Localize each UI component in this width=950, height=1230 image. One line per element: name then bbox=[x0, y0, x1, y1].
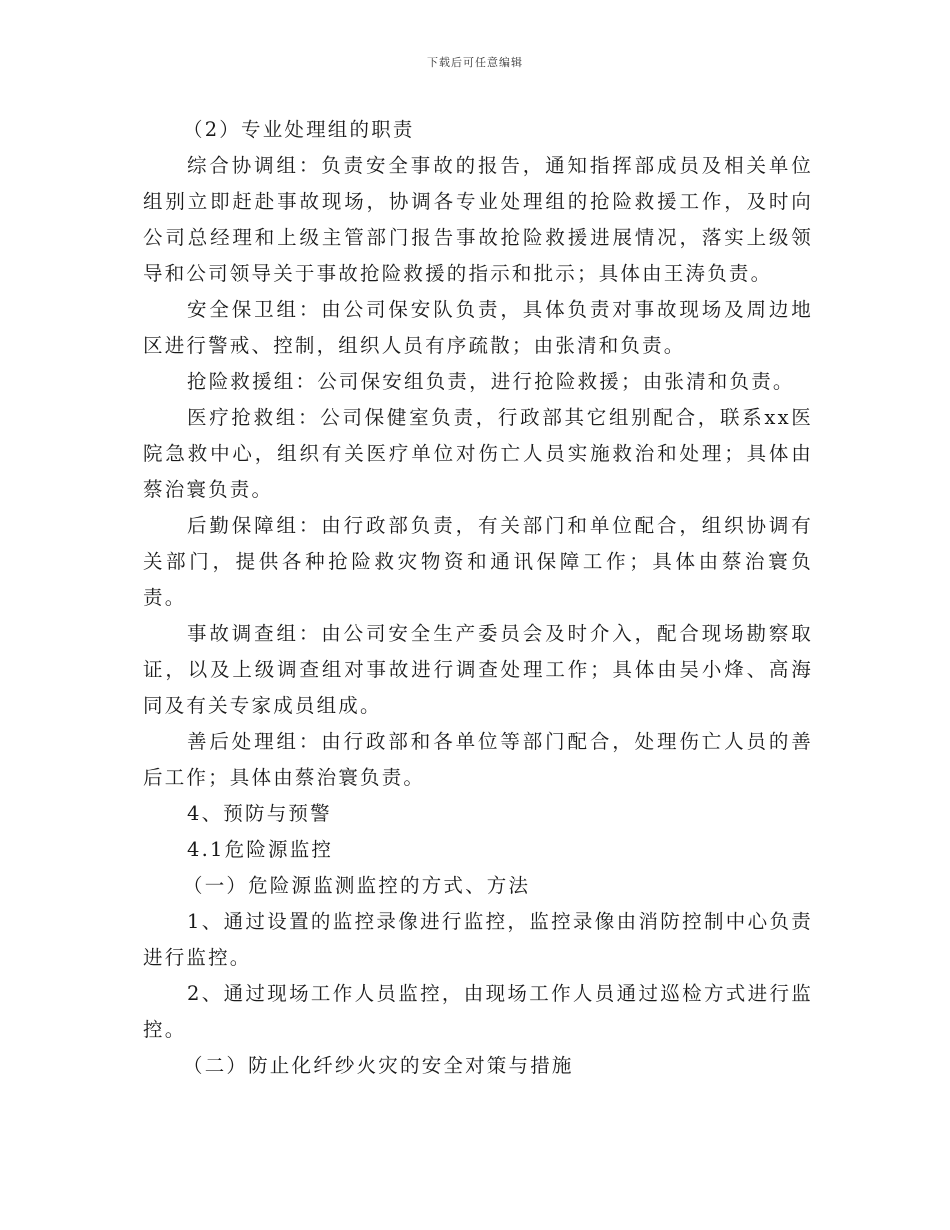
paragraph-medical-group: 医疗抢救组：公司保健室负责，行政部其它组别配合，联系xx医院急救中心，组织有关医疗单位对伤亡人员实施救治和处理；具体由蔡治寰负责。 bbox=[143, 406, 813, 501]
list-item-onsite-monitoring: 2、通过现场工作人员监控，由现场工作人员通过巡检方式进行监控。 bbox=[143, 982, 813, 1041]
subheading-monitoring-methods: （一）危险源监测监控的方式、方法 bbox=[183, 874, 531, 897]
page-header-note: 下载后可任意编辑 bbox=[427, 56, 523, 69]
list-item-video-monitoring: 1、通过设置的监控录像进行监控，监控录像由消防控制中心负责进行监控。 bbox=[143, 910, 813, 969]
section-heading-duties: （2）专业处理组的职责 bbox=[183, 118, 415, 141]
paragraph-investigation-group: 事故调查组：由公司安全生产委员会及时介入，配合现场勘察取证，以及上级调查组对事故进行调查处理工作；具体由吴小烽、高海同及有关专家成员组成。 bbox=[143, 622, 813, 717]
section-heading-prevention: 4、预防与预警 bbox=[187, 802, 332, 825]
paragraph-aftermath-group: 善后处理组：由行政部和各单位等部门配合，处理伤亡人员的善后工作；具体由蔡治寰负责。 bbox=[143, 730, 813, 789]
paragraph-security-group: 安全保卫组：由公司保安队负责，具体负责对事故现场及周边地区进行警戒、控制，组织人员有序疏散；由张清和负责。 bbox=[143, 298, 813, 357]
subsection-heading-hazard-monitoring: 4.1危险源监控 bbox=[187, 838, 334, 861]
paragraph-logistics-group: 后勤保障组：由行政部负责，有关部门和单位配合，组织协调有关部门，提供各种抢险救灾物资和通讯保障工作；具体由蔡治寰负责。 bbox=[143, 514, 813, 609]
paragraph-coordination-group: 综合协调组：负责安全事故的报告，通知指挥部成员及相关单位组别立即赶赴事故现场，协调各专业处理组的抢险救援工作，及时向公司总经理和上级主管部门报告事故抢险救援进展情况，落实上级领导和公司领导关于事故抢险救援的指示和批示；具体由王涛负责。 bbox=[143, 154, 813, 285]
paragraph-rescue-group: 抢险救援组：公司保安组负责，进行抢险救援；由张清和负责。 bbox=[187, 370, 795, 393]
document-body bbox=[143, 112, 813, 1084]
subheading-fire-safety-measures: （二）防止化纤纱火灾的安全对策与措施 bbox=[183, 1054, 574, 1077]
